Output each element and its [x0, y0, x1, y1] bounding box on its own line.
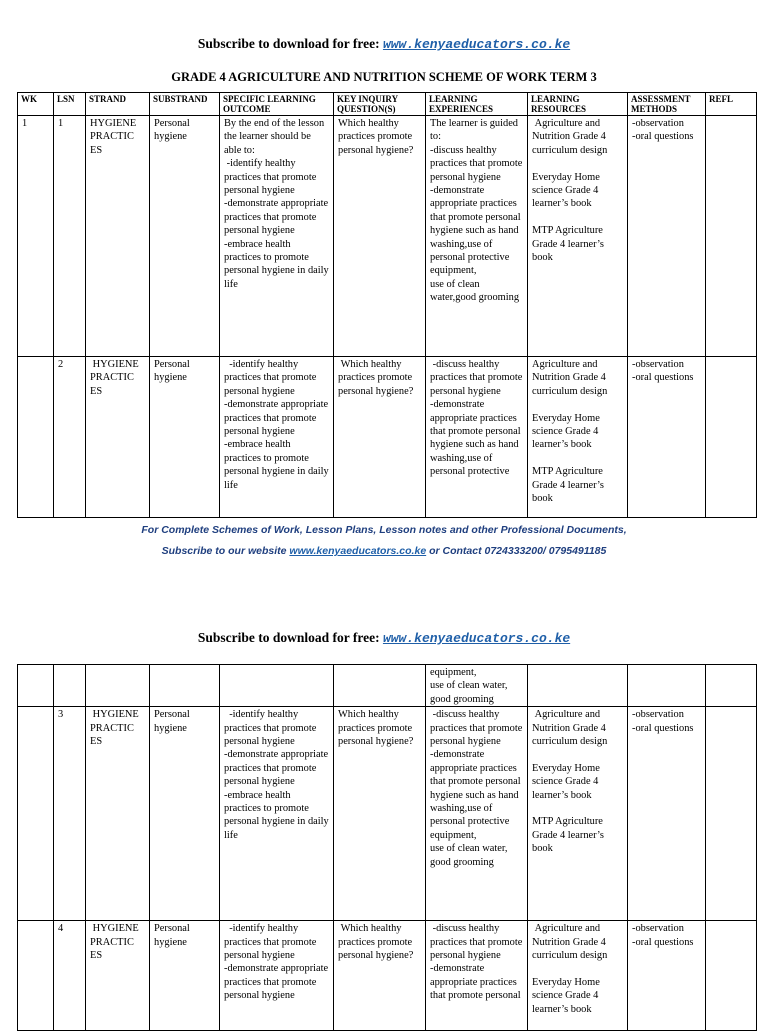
cell-wk — [18, 707, 54, 921]
cell-experiences — [426, 357, 528, 518]
cell-question: Which healthy practices promote personal hygiene? — [334, 357, 426, 518]
cell-experiences: equipment, use of clean water, good grooming — [426, 665, 528, 707]
header-question: KEY INQUIRY QUESTION(S) — [334, 93, 426, 116]
cell-strand: HYGIENE PRACTIC ES — [86, 921, 150, 1031]
cell-wk: 1 — [18, 116, 54, 357]
cell-outcome: By the end of the lesson the learner should be able to: -identify healthy practices that promote personal hygiene -demonstrate appropriate practices that promote personal hygiene -embrace health practices to promote personal hygiene in daily life — [220, 116, 334, 357]
subscribe-link[interactable]: www.kenyaeducators.co.ke — [382, 631, 571, 646]
cell-resources: Agriculture and Nutrition Grade 4 curriculum design Everyday Home science Grade 4 learner’s book — [528, 921, 628, 1031]
cell-assessment: -observation -oral questions — [628, 921, 706, 1031]
cell-resources: Agriculture and Nutrition Grade 4 curriculum design Everyday Home science Grade 4 learner’s book MTP Agriculture Grade 4 learner’s book — [528, 357, 628, 518]
cell-question: Which healthy practices promote personal hygiene? — [334, 707, 426, 921]
cell-question: Which healthy practices promote personal hygiene? — [334, 921, 426, 1031]
header-outcome: SPECIFIC LEARNING OUTCOME — [220, 93, 334, 116]
subscribe-banner — [0, 36, 768, 52]
footer-line-1: For Complete Schemes of Work, Lesson Plans, Lesson notes and other Professional Documents, — [141, 524, 627, 536]
cell-refl — [706, 921, 757, 1031]
cell-empty — [706, 665, 757, 707]
cell-empty — [86, 665, 150, 707]
cell-experiences: The learner is guided to: -discuss healthy practices that promote personal hygiene -demonstrate appropriate practices that promote personal hygiene such as hand washing,use of personal protective equipment, use of clean water,good grooming — [426, 116, 528, 357]
cell-wk — [18, 357, 54, 518]
cell-substrand: Personal hygiene — [150, 116, 220, 357]
header-resources: LEARNING RESOURCES — [528, 93, 628, 116]
cell-empty — [528, 665, 628, 707]
subscribe-text: Subscribe to download for free: — [197, 36, 383, 51]
cell-wk — [18, 921, 54, 1031]
table-row — [18, 921, 757, 1031]
cell-substrand: Personal hygiene — [150, 921, 220, 1031]
table-row-continuation — [18, 665, 757, 707]
header-assessment: ASSESSMENT METHODS — [628, 93, 706, 116]
document-title: GRADE 4 AGRICULTURE AND NUTRITION SCHEME OF WORK TERM 3 — [171, 70, 597, 84]
header-experiences: LEARNING EXPERIENCES — [426, 93, 528, 116]
cell-lsn: 2 — [54, 357, 86, 518]
cell-assessment: -observation -oral questions — [628, 357, 706, 518]
scheme-table — [17, 92, 757, 518]
cell-outcome-text: -identify healthy practices that promote personal hygiene -demonstrate appropriate practices that promote personal hygiene -embrace health practices to promote personal hygiene in daily life — [224, 359, 329, 491]
cell-empty — [18, 665, 54, 707]
table-row — [18, 116, 757, 357]
cell-substrand: Personal hygiene — [150, 357, 220, 518]
cell-strand: HYGIENE PRACTIC ES — [86, 116, 150, 357]
cell-lsn: 3 — [54, 707, 86, 921]
header-lsn: LSN — [54, 93, 86, 116]
footer-link[interactable]: www.kenyaeducators.co.ke — [289, 545, 427, 557]
cell-strand: HYGIENE PRACTIC ES — [86, 707, 150, 921]
cell-refl — [706, 357, 757, 518]
cell-experiences: -discuss healthy practices that promote personal hygiene -demonstrate appropriate practices that promote personal — [426, 921, 528, 1031]
cell-substrand: Personal hygiene — [150, 707, 220, 921]
footer-line-2 — [0, 545, 768, 557]
cell-question: Which healthy practices promote personal hygiene? — [334, 116, 426, 357]
cell-refl — [706, 707, 757, 921]
cell-strand: HYGIENE PRACTIC ES — [86, 357, 150, 518]
subscribe-link[interactable]: www.kenyaeducators.co.ke — [382, 37, 571, 52]
cell-outcome: -identify healthy practices that promote personal hygiene -demonstrate appropriate practices that promote personal hygiene -embrace health practices to promote personal hygiene in daily life — [220, 707, 334, 921]
footer-prefix: Subscribe to our website — [161, 545, 290, 557]
cell-resources: Agriculture and Nutrition Grade 4 curriculum design Everyday Home science Grade 4 learner’s book MTP Agriculture Grade 4 learner’s book — [528, 116, 628, 357]
cell-refl — [706, 116, 757, 357]
header-refl: REFL — [706, 93, 757, 116]
cell-empty — [150, 665, 220, 707]
cell-empty — [628, 665, 706, 707]
cell-lsn: 4 — [54, 921, 86, 1031]
cell-lsn: 1 — [54, 116, 86, 357]
cell-resources: Agriculture and Nutrition Grade 4 curriculum design Everyday Home science Grade 4 learner’s book MTP Agriculture Grade 4 learner’s book — [528, 707, 628, 921]
subscribe-text: Subscribe to download for free: — [197, 630, 383, 645]
cell-experiences: -discuss healthy practices that promote personal hygiene -demonstrate appropriate practices that promote personal hygiene such as hand washing,use of personal protective equipment, use of clean water, good grooming — [426, 707, 528, 921]
table-header-row — [18, 93, 757, 116]
footer-contact: or Contact 0724333200/ 0795491185 — [426, 545, 607, 557]
cell-assessment: -observation -oral questions — [628, 116, 706, 357]
scheme-table-page2 — [17, 664, 757, 1031]
header-substrand: SUBSTRAND — [150, 93, 220, 116]
table-row — [18, 707, 757, 921]
subscribe-banner-page2 — [0, 630, 768, 646]
cell-empty — [334, 665, 426, 707]
cell-assessment: -observation -oral questions — [628, 707, 706, 921]
table-row — [18, 357, 757, 518]
cell-empty — [54, 665, 86, 707]
header-strand: STRAND — [86, 93, 150, 116]
cell-outcome: -identify healthy practices that promote personal hygiene -demonstrate appropriate practices that promote personal hygiene — [220, 921, 334, 1031]
cell-experiences-text: -discuss healthy practices that promote personal hygiene -demonstrate appropriate practices that promote personal hygiene such as hand washing,use of personal protective — [430, 359, 523, 478]
cell-empty — [220, 665, 334, 707]
cell-outcome — [220, 357, 334, 518]
header-wk: WK — [18, 93, 54, 116]
